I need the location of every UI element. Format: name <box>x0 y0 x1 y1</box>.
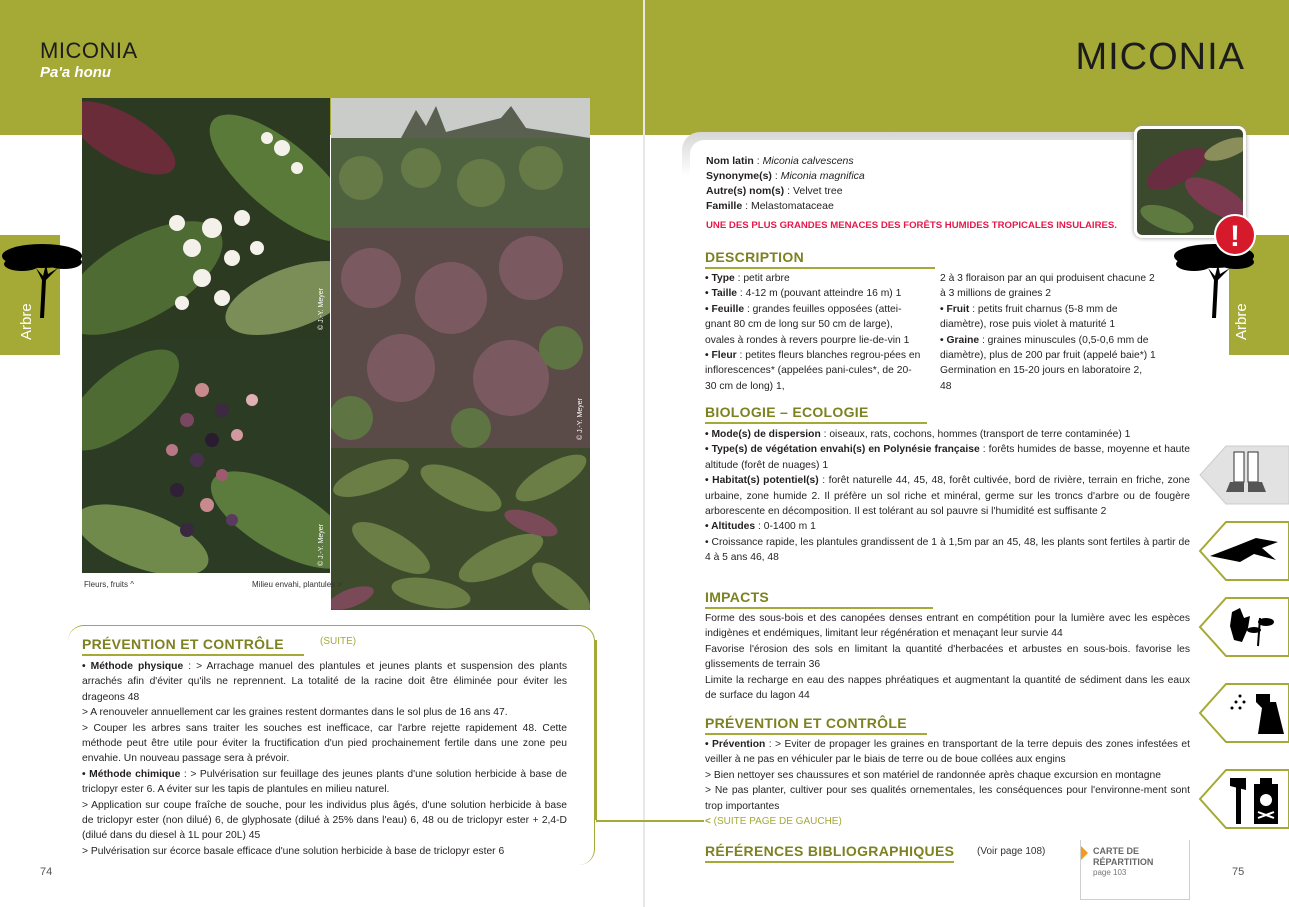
distribution-map-box[interactable] <box>1080 840 1190 900</box>
poison-axe-icon <box>1196 764 1289 834</box>
prevention-left-item <box>82 721 567 767</box>
description-column-2 <box>940 271 1156 394</box>
prevention-left-item <box>82 705 567 720</box>
prevention-right-item-text: > Ne pas planter, cultiver pour ses qualités ornementales, les conséquences pour l'environne-ment sont trop importantes <box>705 785 1190 812</box>
page-spine <box>643 0 645 907</box>
section-heading-prevention-right: PRÉVENTION ET CONTRÔLE <box>705 715 927 735</box>
page-number-right: 75 <box>1232 866 1245 878</box>
biologie-item-text: : oiseaux, rats, cochons, hommes (transport de terre contaminée) 1 <box>820 429 1131 440</box>
prevention-right-text <box>705 737 1190 814</box>
description-item <box>705 286 921 301</box>
biologie-item <box>705 535 1190 566</box>
side-label-right: Arbre <box>1233 303 1250 340</box>
prevention-right-item <box>705 768 1190 783</box>
biologie-item <box>705 519 1190 534</box>
suite-note: (SUITE) <box>320 636 357 647</box>
page-number-left: 74 <box>40 866 53 878</box>
description-item <box>940 302 1156 333</box>
prevention-right-item-text: : > Eviter de propager les graines en transportant de la terre depuis des zones infestées et veiller à ne pas en véhiculer par le biais de terre ou de boue collées aux engins <box>705 739 1190 766</box>
caption-invaded-environment: Milieu envahi, plantules > <box>252 580 343 589</box>
biologie-text <box>705 427 1190 566</box>
prevention-right-item <box>705 737 1190 768</box>
tree-icon <box>0 238 84 318</box>
impacts-paragraph: Favorise l'érosion des sols en limitant la quantité d'herbacées et arbustes en sous-bois. favorise les glissements de terrain 36 <box>705 643 1190 671</box>
section-heading-biologie: BIOLOGIE – ECOLOGIE <box>705 404 927 424</box>
description-item-text: 2 à 3 floraison par an qui produisent chacune 2 à 3 millions de graines 2 <box>940 273 1155 300</box>
other-name: Velvet tree <box>792 185 843 197</box>
left-page-title: MICONIA <box>40 38 138 63</box>
prevention-left-item <box>82 767 567 798</box>
description-column-1 <box>705 271 921 394</box>
family: Melastomataceae <box>750 200 834 212</box>
prevention-left-item-text: : > Pulvérisation sur feuillage des jeunes plants d'une solution herbicide à base de triclopyr ester 6. A éviter sur les tapis de plantules en milieu naturel. <box>82 768 567 796</box>
latin-name: Miconia calvescens <box>762 155 854 167</box>
photo-seedlings <box>331 448 590 610</box>
description-item <box>940 333 1156 395</box>
biologie-item <box>705 427 1190 442</box>
description-item-text: : 4-12 m (pouvant atteindre 16 m) 1 <box>737 288 902 300</box>
description-item-key: • Type <box>705 273 735 284</box>
biologie-item-key: • Type(s) de végétation envahi(s) en Polynésie française <box>705 444 980 456</box>
description-item <box>705 271 921 286</box>
suite-page-left-link[interactable]: < (SUITE PAGE DE GAUCHE) <box>705 816 842 827</box>
impacts-text <box>705 611 1190 703</box>
description-item-text: : graines minuscules (0,5-0,6 mm de diamètre), plus de 200 par fruit (appelé baie*) 1 Germination en 15-20 jours en laboratoire 2, 48 <box>940 334 1156 392</box>
description-item-text: : petites fleurs blanches regrou-pées en inflorescences* (appelées pani-cules*, de 20-30 cm de long) 1, <box>705 350 921 392</box>
photo-flowers <box>82 98 330 340</box>
photo-fruits <box>82 340 330 573</box>
photo-credit: © J.-Y. Meyer <box>318 524 325 566</box>
species-info: Nom latin : Miconia calvescens Synonyme(s) : Miconia magnifica Autre(s) nom(s) : Velvet tree Famille : Melastomataceae <box>706 155 865 212</box>
description-item-text: : petit arbre <box>734 273 790 284</box>
description-item-text: : grandes feuilles opposées (attei-gnant 80 cm de long sur 50 cm de large), ovales à rondes à revers pourpre lie-de-vin 1 <box>705 303 910 346</box>
biologie-item-text: : 0-1400 m 1 <box>755 521 816 533</box>
biologie-item-key: • Altitudes <box>705 521 756 533</box>
side-label-left: Arbre <box>18 303 35 340</box>
description-item-key: • Feuille <box>705 303 745 315</box>
hand-plant-icon <box>1196 592 1289 662</box>
prevention-left-item-text: > Pulvérisation sur écorce basale efficace d'une solution herbicide à base de triclopyr ester 6 <box>82 845 505 857</box>
biologie-item-key: • Mode(s) de dispersion <box>705 429 821 440</box>
arrow-right-icon <box>1081 846 1088 860</box>
distribution-map-page: page 103 <box>1093 868 1127 877</box>
section-heading-description: DESCRIPTION <box>705 249 935 269</box>
left-page-subtitle: Pa'a honu <box>40 64 112 81</box>
boots-icon <box>1196 440 1289 510</box>
photo-credit: © J.-Y. Meyer <box>318 288 325 330</box>
synonym: Miconia magnifica <box>780 170 865 182</box>
description-item-text: : petits fruit charnus (5-8 mm de diamètre), rose puis violet à maturité 1 <box>940 303 1118 331</box>
section-heading-prevention-left: PRÉVENTION ET CONTRÔLE <box>82 636 304 656</box>
prevention-left-item <box>82 798 567 844</box>
prevention-left-item-text: > Couper les arbres sans traiter les souches est inefficace, car l'arbre rejette rapidement 48. Cette méthode peut être utile pour éviter la fructification d'un pied prochainement fertile dans une zone peu envahie. Un nouveau passage sera à prévoir. <box>82 722 567 765</box>
description-item-key: • Fruit <box>940 303 970 315</box>
prevention-right-item-text: > Bien nettoyer ses chaussures et son matériel de randonnée après chaque excursion en montagne <box>705 769 1161 781</box>
prevention-left-item <box>82 659 567 705</box>
distribution-map-title: CARTE DE RÉPARTITION <box>1093 846 1154 867</box>
warning-icon: ! <box>1214 214 1256 256</box>
biologie-item-text: : forêt naturelle 44, 45, 48, forêt cultivée, bord de rivière, terrain en friche, zone urbaine, zone humide 2. Il préfère un sol riche et minéral, germe sur les troncs d'arbre ou de fougère arborescente en décomposition. Il est tolérant au sol pauvre si l'humidité est suffisante 2 <box>705 475 1190 518</box>
description-item <box>705 302 921 348</box>
biologie-item-text: : forêts humides de basse, moyenne et haute altitude (forêt de nuages) 1 <box>705 444 1190 471</box>
threat-statement: UNE DES PLUS GRANDES MENACES DES FORÊTS HUMIDES TROPICALES INSULAIRES. <box>706 220 1117 231</box>
description-item-key: • Graine <box>940 334 980 346</box>
bird-icon <box>1196 516 1289 586</box>
description-item-key: • Taille <box>705 288 738 300</box>
spray-bottle-icon <box>1196 678 1289 748</box>
description-item <box>705 348 921 394</box>
prevention-left-item-key: • Méthode chimique <box>82 768 181 780</box>
section-heading-references: RÉFÉRENCES BIBLIOGRAPHIQUES <box>705 843 954 863</box>
prevention-left-item-text: > Application sur coupe fraîche de souche, pour les individus plus âgés, d'une solution herbicide à base de triclopyr ester (non dilué) 6, de glyphosate (dilué à 25% dans l'eau) 6, 48 ou de triclopyr ester + 2,4-D (dilué dans du diesel à 1L pour 20L) 45 <box>82 799 567 842</box>
prevention-right-item-key: • Prévention <box>705 739 766 750</box>
prevention-connector <box>596 820 704 822</box>
prevention-left-item-key: • Méthode physique <box>82 661 184 672</box>
biologie-item <box>705 473 1190 519</box>
prevention-left-item-text: > A renouveler annuellement car les graines restent dormantes dans le sol plus de 16 ans 47. <box>82 707 508 719</box>
biologie-item-key: • Habitat(s) potentiel(s) <box>705 475 819 487</box>
description-item <box>940 271 1156 302</box>
prevention-left-item-text: : > Arrachage manuel des plantules et jeunes plants et suspension des plants arrachés afin d'éviter qu'ils ne reprennent. La totalité de la racine doit être éliminée pour éviter les drageons 48 <box>82 661 567 703</box>
impacts-paragraph: Forme des sous-bois et des canopées denses entrant en compétition pour la lumière avec les espèces indigènes et endémiques, limitant leur régénération et menaçant leur survie 44 <box>705 613 1190 640</box>
right-page-title: MICONIA <box>1075 36 1245 78</box>
biologie-item-text: • Croissance rapide, les plantules grandissent de 1 à 1,5m par an 45, 48, les plants sont fertiles à partir de 4 à 5 ans 46, 48 <box>705 536 1190 564</box>
prevention-left-text <box>82 659 567 859</box>
prevention-left-item <box>82 844 567 859</box>
caption-flowers-fruits: Fleurs, fruits ^ <box>84 580 134 589</box>
biologie-item <box>705 442 1190 473</box>
photo-invaded-forest <box>331 98 590 448</box>
prevention-right-item <box>705 783 1190 814</box>
section-heading-impacts: IMPACTS <box>705 589 933 609</box>
prevention-connector <box>595 640 597 820</box>
references-page-note: (Voir page 108) <box>977 846 1046 857</box>
photo-credit: © J.-Y. Meyer <box>577 398 584 440</box>
description-item-key: • Fleur <box>705 350 737 362</box>
impacts-paragraph: Limite la recharge en eau des nappes phréatiques et augmentant la quantité de sédiment dans les eaux de surface du lagon 44 <box>705 674 1190 702</box>
